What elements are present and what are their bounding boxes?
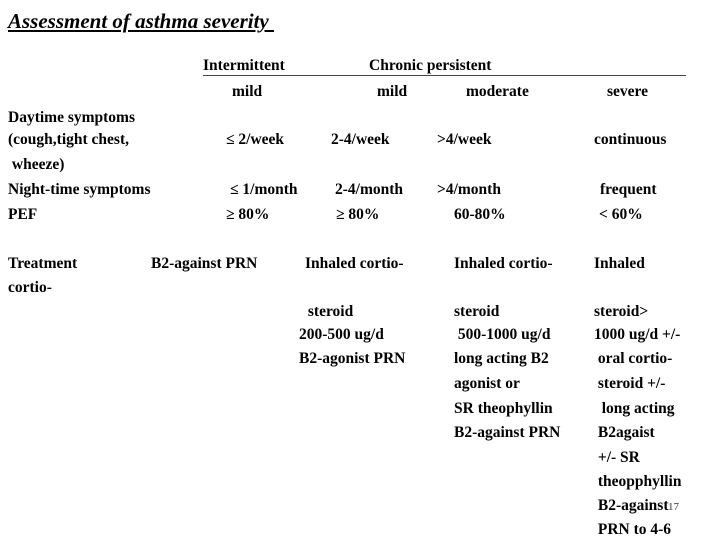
cell-treatment-severe-line: steroid> bbox=[594, 303, 649, 320]
cell-treatment-intermittent: B2-against PRN bbox=[151, 255, 258, 272]
header-mild-persistent: mild bbox=[377, 83, 408, 100]
cell-treatment-severe-line: B2agaist bbox=[594, 424, 655, 441]
row-label-daytime-detail-2: wheeze) bbox=[8, 156, 65, 173]
cell-treatment-mild-line: Inhaled cortio- bbox=[305, 255, 404, 272]
header-severe: severe bbox=[607, 83, 649, 100]
header-divider bbox=[203, 75, 686, 76]
cell-treatment-severe-line: PRN to 4-6 bbox=[594, 521, 672, 538]
row-label-treatment-cont: cortio- bbox=[8, 279, 52, 296]
cell-treatment-severe-line: theopphyllin bbox=[594, 473, 682, 490]
cell-treatment-moderate-line: long acting B2 bbox=[454, 350, 549, 367]
cell-daytime-severe: continuous bbox=[594, 131, 667, 148]
header-chronic-persistent: Chronic persistent bbox=[369, 57, 492, 74]
page-number: 17 bbox=[668, 501, 679, 513]
cell-pef-severe: < 60% bbox=[599, 206, 643, 223]
cell-treatment-severe-line: long acting bbox=[594, 400, 675, 417]
cell-treatment-moderate-line: B2-against PRN bbox=[454, 424, 561, 441]
cell-treatment-moderate-line: 500-1000 ug/d bbox=[454, 326, 551, 343]
cell-treatment-moderate-line: SR theophyllin bbox=[454, 400, 553, 417]
cell-treatment-moderate-line: steroid bbox=[454, 303, 500, 320]
row-label-daytime-detail: (cough,tight chest, bbox=[8, 131, 129, 148]
header-intermittent: Intermittent bbox=[203, 57, 285, 74]
cell-pef-moderate: 60-80% bbox=[454, 206, 506, 223]
cell-treatment-mild-line: 200-500 ug/d bbox=[299, 326, 384, 343]
cell-daytime-mild: 2-4/week bbox=[331, 131, 390, 148]
cell-treatment-severe-line: steroid +/- bbox=[594, 375, 666, 392]
page-title: Assessment of asthma severity bbox=[8, 9, 274, 33]
cell-treatment-mild-line: steroid bbox=[304, 303, 354, 320]
cell-treatment-severe-line: Inhaled bbox=[594, 255, 645, 272]
cell-night-severe: frequent bbox=[600, 181, 657, 198]
cell-night-mild: 2-4/month bbox=[335, 181, 404, 198]
header-moderate: moderate bbox=[466, 83, 529, 100]
row-label-daytime: Daytime symptoms bbox=[8, 109, 135, 126]
row-label-pef: PEF bbox=[8, 206, 38, 223]
row-label-treatment: Treatment bbox=[8, 255, 78, 272]
cell-treatment-moderate-line: agonist or bbox=[454, 375, 520, 392]
cell-treatment-severe-line: 1000 ug/d +/- bbox=[594, 326, 681, 343]
row-label-night: Night-time symptoms bbox=[8, 181, 151, 198]
cell-night-intermittent: ≤ 1/month bbox=[230, 181, 298, 198]
cell-pef-intermittent: ≥ 80% bbox=[226, 206, 270, 223]
cell-daytime-intermittent: ≤ 2/week bbox=[226, 131, 285, 148]
header-mild-intermittent: mild bbox=[232, 83, 263, 100]
cell-treatment-severe-line: +/- SR bbox=[594, 449, 640, 466]
cell-treatment-mild-line: B2-agonist PRN bbox=[299, 350, 406, 367]
cell-pef-mild: ≥ 80% bbox=[336, 206, 380, 223]
cell-treatment-severe-line: B2-against bbox=[594, 497, 669, 514]
cell-treatment-severe-line: oral cortio- bbox=[594, 350, 673, 367]
cell-daytime-moderate: >4/week bbox=[437, 131, 492, 148]
cell-treatment-moderate-line: Inhaled cortio- bbox=[454, 255, 553, 272]
cell-night-moderate: >4/month bbox=[437, 181, 501, 198]
